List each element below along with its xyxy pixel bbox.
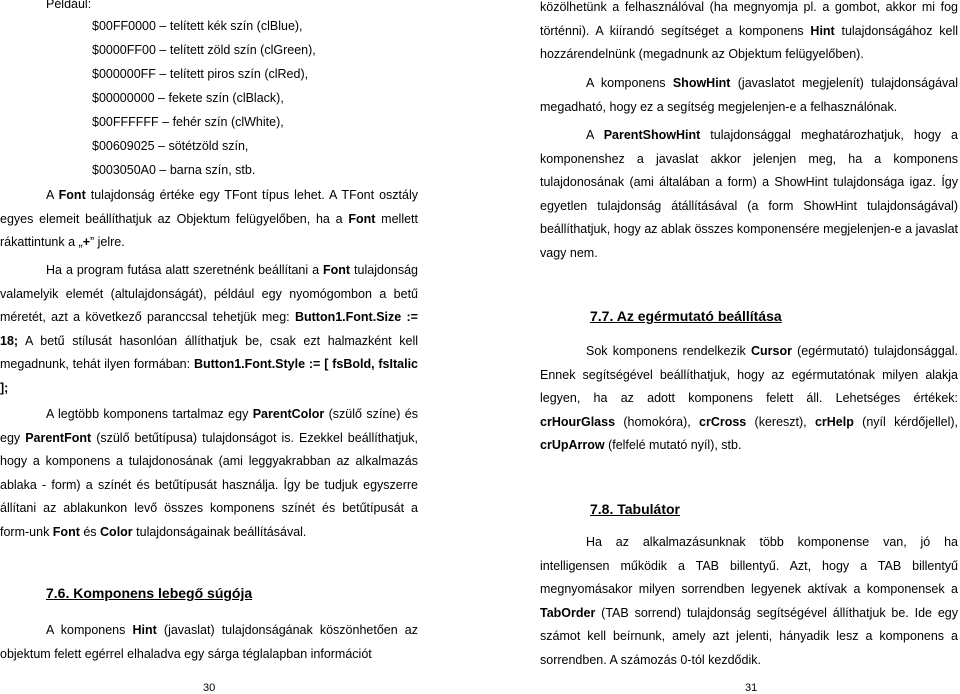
- page-number: 30: [203, 682, 216, 694]
- tab-paragraph: Ha az alkalmazásunknak több komponense van, jó ha intelligensen működik a TAB billentyű. Azt, hogy a TAB billentyű megnyomásakor milyen sorrendben legyenek aktívak a komponensek a TabOrder (TAB sorrend) tulajdonság segítségével állíthatjuk be. Ide egy számot kell beírnunk, amely azt jelenti, hányadik lesz a komponens a sorrendben. A számozás 0-tól kezdődik.: [540, 535, 958, 667]
- color-item: $003050A0 – barna szín, stb.: [92, 163, 256, 177]
- color-item: $0000FF00 – telített zöld szín (clGreen),: [92, 43, 316, 57]
- color-item: $00000000 – fekete szín (clBlack),: [92, 91, 284, 105]
- hint-paragraph: A komponens Hint (javaslat) tulajdonságának köszönhetően az objektum felett egérrel elhaladva egy sárga téglalapban információt: [0, 623, 419, 661]
- example-label: Például:: [46, 0, 92, 11]
- cursor-paragraph: Sok komponens rendelkezik Cursor (egérmutató) tulajdonsággal. Ennek segítségével beállíthatjuk, hogy az egérmutatónak milyen alakja legyen, ha az adott komponens felett áll. Lehetséges értékek: crHourGlass (homokóra), crCross (kereszt), crHelp (nyíl kérdőjellel), crUpArrow (felfelé mutató nyíl), stb.: [540, 344, 958, 452]
- font-paragraph: A Font tulajdonság értéke egy TFont típus lehet. A TFont osztály egyes elemeit beállíthatjuk az Objektum felügyelőben, ha a Font mellett rákattintunk a „+” jelre.: [0, 188, 418, 249]
- section-heading-7-7: 7.7. Az egérmutató beállítása: [590, 308, 782, 324]
- parentshowhint-paragraph: A ParentShowHint tulajdonsággal meghatározhatjuk, hogy a komponenshez a javaslat akkor jelenjen meg, ha a komponens tulajdonosának (ami általában a form) a ShowHint tulajdonsága igaz. Így egyetlen tulajdonság átállításával (a form ShowHint tulajdonságával) beállíthatjuk, hogy az ablak összes komponensére megjelenjen-e a javaslat vagy nem.: [540, 128, 958, 260]
- color-item: $00FFFFFF – fehér szín (clWhite),: [92, 115, 284, 129]
- parent-props-paragraph: A legtöbb komponens tartalmaz egy ParentColor (szülő színe) és egy ParentFont (szülő betűtípusa) tulajdonságot is. Ezekkel beállíthatjuk, hogy a komponens a tulajdonosának (ami leggyakrabban az alkalmazás ablaka - form) a színét és betűtípusát használja. Így be tudjuk egyszerre állítani az ablakunkon levő összes komponens színét és betűtípusát a form-unk Font és Color tulajdonságainak beállításával.: [0, 407, 418, 539]
- hint-continued-paragraph: közölhetünk a felhasználóval (ha megnyomja pl. a gombot, akkor mi fog történni). A kiírandó segítséget a komponens Hint tulajdonságához kell hozzárendelnünk (megadnunk az Objektum felügyelőben).: [540, 0, 959, 61]
- section-heading-7-6: 7.6. Komponens lebegő súgója: [46, 585, 253, 601]
- showhint-paragraph: A komponens ShowHint (javaslatot megjelenít) tulajdonságával megadható, hogy ez a segítség megjelenjen-e a felhasználónak.: [540, 76, 958, 114]
- color-item: $00FF0000 – telített kék szín (clBlue),: [92, 19, 303, 33]
- font-runtime-paragraph: Ha a program futása alatt szeretnénk beállítani a Font tulajdonság valamelyik elemét (altulajdonságát), például egy nyomógombon a betű méretét, azt a következő paranccsal tehetjük meg: Button1.Font.Size := 18; A betű stílusát hasonlóan állíthatjuk be, csak ezt halmazként kell megadnunk, tehát ilyen formában: Button1.Font.Style := [ fsBold, fsItalic ];: [0, 263, 418, 395]
- color-item: $000000FF – telített piros szín (clRed),: [92, 67, 309, 81]
- page-number: 31: [745, 682, 758, 694]
- section-heading-7-8: 7.8. Tabulátor: [590, 501, 680, 517]
- color-item: $00609025 – sötétzöld szín,: [92, 139, 249, 153]
